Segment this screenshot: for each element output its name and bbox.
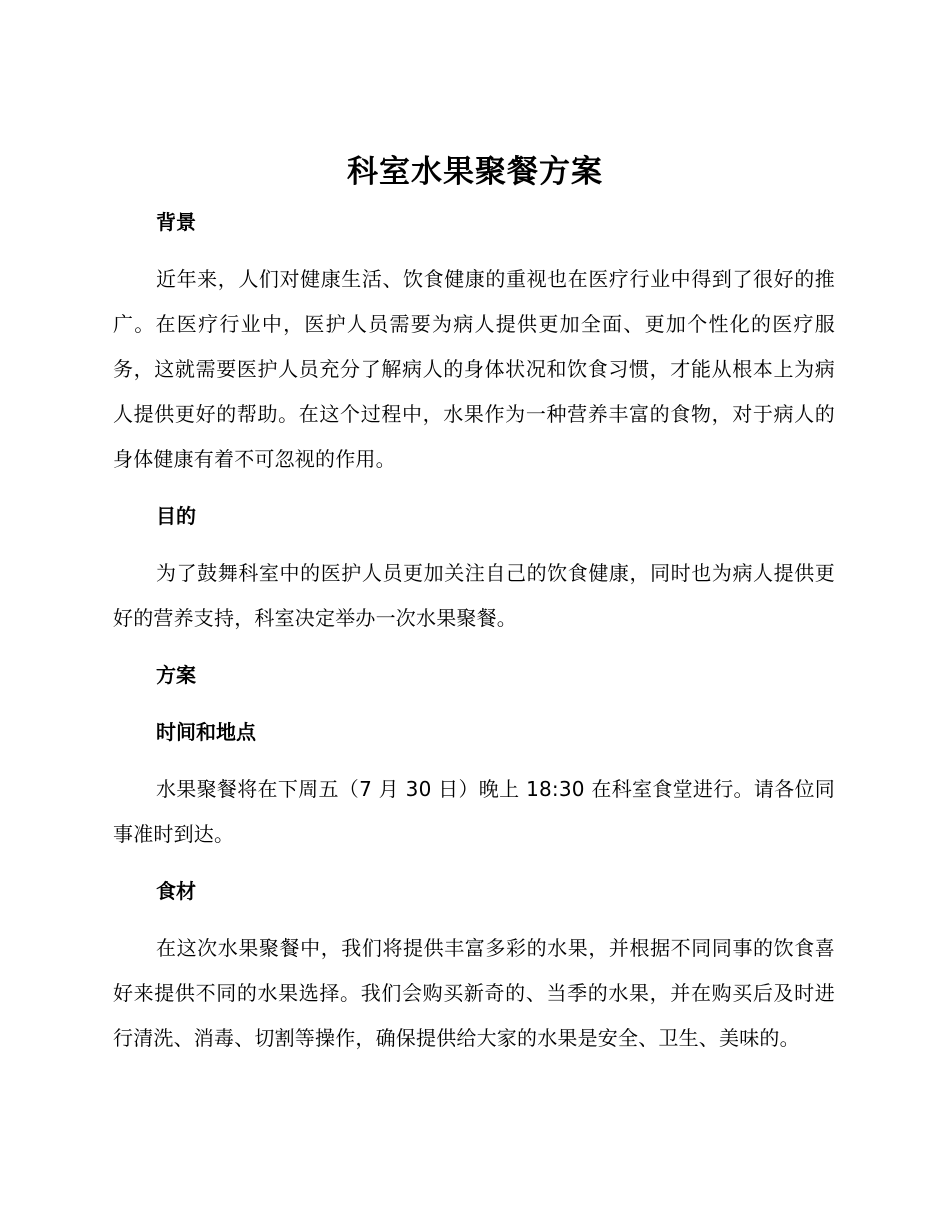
spacer [113, 482, 835, 494]
spacer [113, 755, 835, 767]
spacer [113, 857, 835, 869]
document-body [113, 200, 835, 1061]
paragraph-background: 近年来，人们对健康生活、饮食健康的重视也在医疗行业中得到了很好的推广。在医疗行业中，医护人员需要为病人提供更加全面、更加个性化的医疗服务，这就需要医护人员充分了解病人的身体状况和饮食习惯，才能从根本上为病人提供更好的帮助。在这个过程中，水果作为一种营养丰富的食物，对于病人的身体健康有着不可忽视的作用。 [113, 267, 835, 471]
spacer [113, 914, 835, 926]
paragraph-time-place: 水果聚餐将在下周五（7 月 30 日）晚上 18:30 在科室食堂进行。请各位同事准时到达。 [113, 777, 835, 846]
paragraph-purpose: 为了鼓舞科室中的医护人员更加关注自己的饮食健康，同时也为病人提供更好的营养支持，科室决定举办一次水果聚餐。 [113, 561, 835, 630]
spacer [113, 245, 835, 257]
spacer [113, 539, 835, 551]
heading-ingredients: 食材 [156, 879, 196, 903]
document-title: 科室水果聚餐方案 [347, 154, 603, 190]
heading-purpose: 目的 [156, 504, 196, 528]
spacer [113, 698, 835, 710]
heading-plan: 方案 [156, 663, 196, 687]
heading-time-place: 时间和地点 [156, 720, 256, 744]
paragraph-ingredients: 在这次水果聚餐中，我们将提供丰富多彩的水果，并根据不同同事的饮食喜好来提供不同的水果选择。我们会购买新奇的、当季的水果，并在购买后及时进行清洗、消毒、切割等操作，确保提供给大家的水果是安全、卫生、美味的。 [113, 936, 835, 1050]
spacer [113, 641, 835, 653]
heading-background: 背景 [156, 210, 196, 234]
